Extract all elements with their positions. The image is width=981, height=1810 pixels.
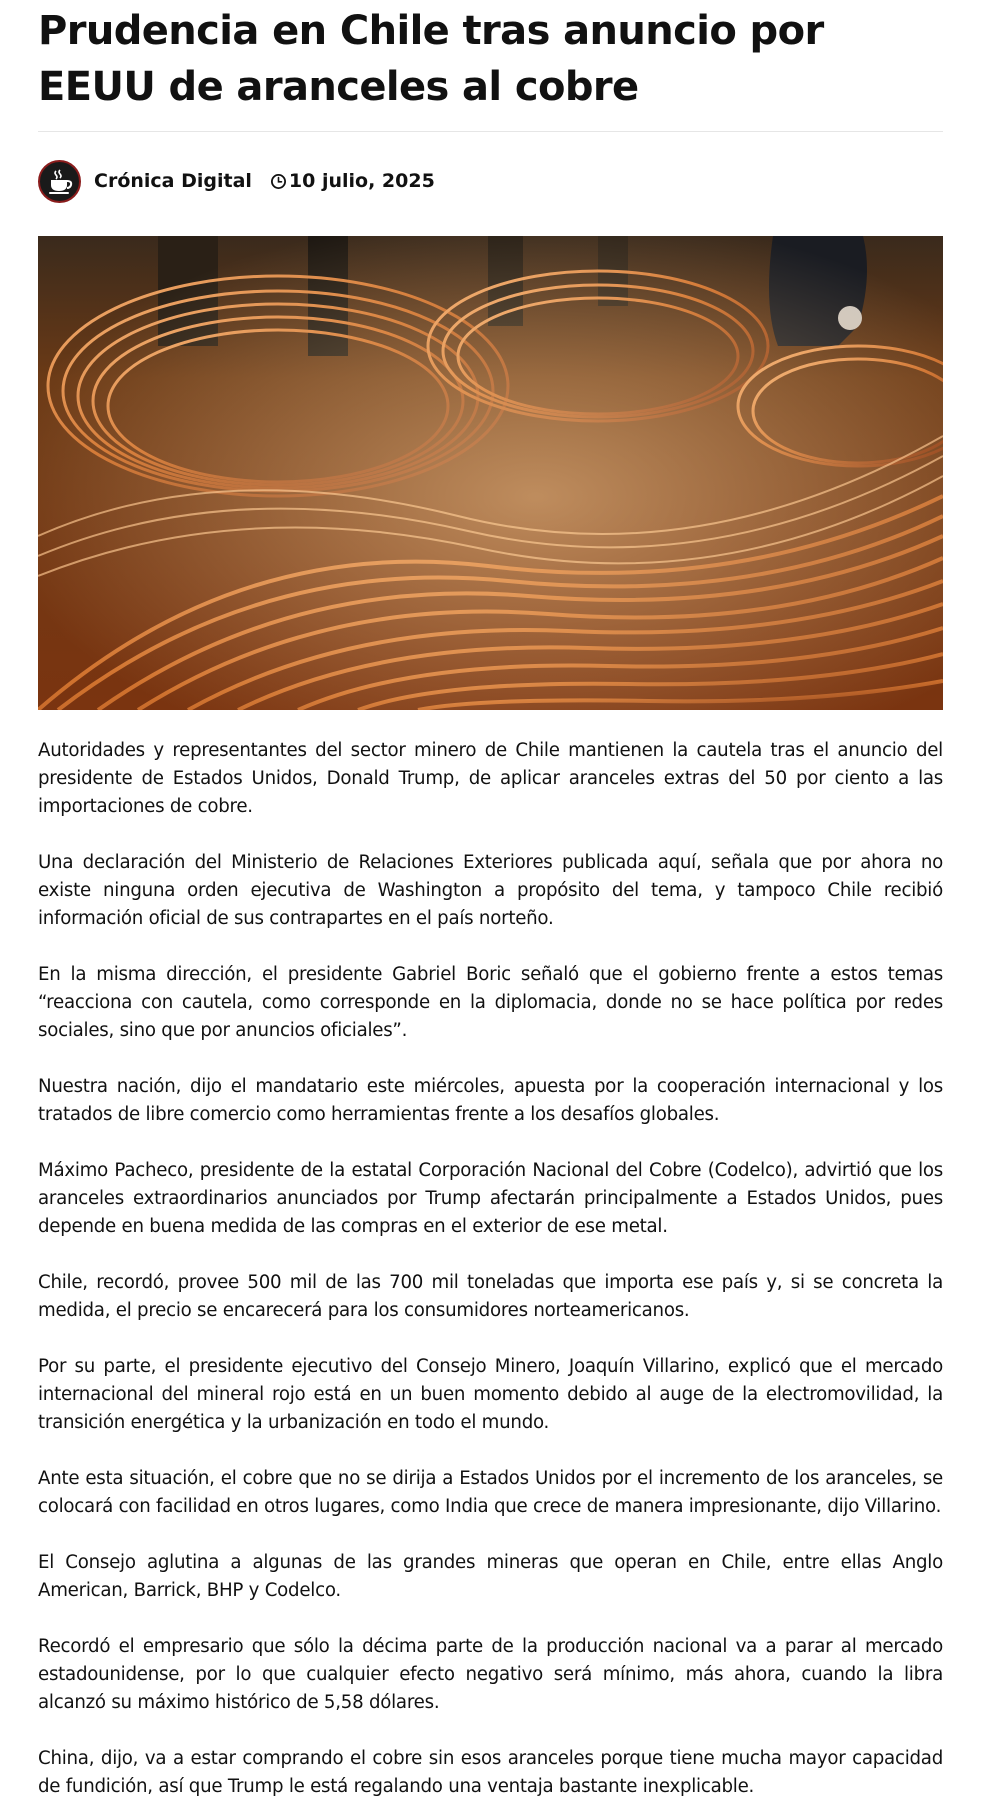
author-avatar[interactable]: [38, 160, 81, 203]
author-link[interactable]: Crónica Digital: [94, 170, 252, 192]
article-paragraph: Máximo Pacheco, presidente de la estatal Corporación Nacional del Cobre (Codelco), advirtió que los aranceles extraordinarios anunciados por Trump afectarán principalmente a Estados Unidos, pues depende en buena medida de las compras en el exterior de ese metal.: [38, 1160, 943, 1237]
coffee-cup-icon: [45, 166, 75, 196]
copper-coils-image: [38, 236, 943, 710]
article-paragraph: Una declaración del Ministerio de Relaciones Exteriores publicada aquí, señala que por ahora no existe ninguna orden ejecutiva de Washington a propósito del tema, y tampoco Chile recibió información oficial de sus contrapartes en el país norteño.: [38, 852, 943, 929]
article-paragraph: Recordó el empresario que sólo la décima parte de la producción nacional va a parar al mercado estadounidense, por lo que cualquier efecto negativo será mínimo, más ahora, cuando la libra alcanzó su máximo histórico de 5,58 dólares.: [38, 1636, 943, 1713]
article-paragraph: Ante esta situación, el cobre que no se dirija a Estados Unidos por el incremento de los aranceles, se colocará con facilidad en otros lugares, como India que crece de manera impresionante, dijo Villarino.: [38, 1468, 943, 1517]
article-paragraph: Chile, recordó, provee 500 mil de las 700 mil toneladas que importa ese país y, si se concreta la medida, el precio se encarecerá para los consumidores norteamericanos.: [38, 1272, 943, 1321]
article-title: Prudencia en Chile tras anuncio por EEUU de aranceles al cobre: [38, 8, 824, 110]
article-paragraph: El Consejo aglutina a algunas de las grandes mineras que operan en Chile, entre ellas Anglo American, Barrick, BHP y Codelco.: [38, 1552, 943, 1601]
publish-date: [270, 170, 435, 192]
title-divider: [38, 131, 943, 132]
article-paragraph: Por su parte, el presidente ejecutivo del Consejo Minero, Joaquín Villarino, explicó que el mercado internacional del mineral rojo está en un buen momento debido al auge de la electromovilidad, la transición energética y la urbanización en todo el mundo.: [38, 1356, 943, 1433]
article-body: [38, 737, 943, 1801]
article-paragraph: En la misma dirección, el presidente Gabriel Boric señaló que el gobierno frente a estos temas “reacciona con cautela, como corresponde en la diplomacia, donde no se hace política por redes sociales, sino que por anuncios oficiales”.: [38, 964, 943, 1041]
publish-date-text: 10 julio, 2025: [288, 170, 435, 192]
article-paragraph: China, dijo, va a estar comprando el cobre sin esos aranceles porque tiene mucha mayor capacidad de fundición, así que Trump le está regalando una ventaja bastante inexplicable.: [38, 1748, 943, 1797]
clock-icon: [270, 173, 287, 190]
article-meta: [38, 155, 943, 207]
article-paragraph: Autoridades y representantes del sector minero de Chile mantienen la cautela tras el anuncio del presidente de Estados Unidos, Donald Trump, de aplicar aranceles extras del 50 por ciento a las importaciones de cobre.: [38, 740, 943, 817]
article-paragraph: Nuestra nación, dijo el mandatario este miércoles, apuesta por la cooperación internacional y los tratados de libre comercio como herramientas frente a los desafíos globales.: [38, 1076, 943, 1125]
